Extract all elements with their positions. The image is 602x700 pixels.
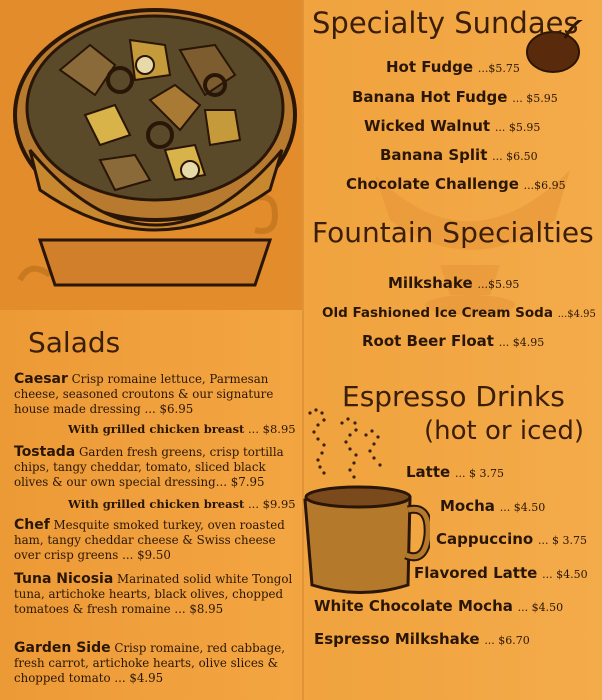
fountain-item — [388, 274, 519, 292]
item-name: Tostada — [14, 444, 76, 460]
item-price: ... $ 3.75 — [454, 467, 504, 480]
sundae-item — [352, 88, 558, 106]
item-name: Banana Hot Fudge — [352, 88, 508, 106]
item-price: ... $5.95 — [494, 121, 541, 134]
salad-addon — [68, 422, 296, 436]
espresso-item — [406, 463, 504, 481]
item-name: Espresso Milkshake — [314, 630, 480, 648]
item-price: ... $4.50 — [542, 568, 588, 581]
salad-item — [14, 641, 302, 687]
item-name: Hot Fudge — [386, 58, 474, 76]
item-description: Mesquite smoked turkey, oven roasted ham, tangy cheddar cheese & Swiss cheese over crisp greens ... $9.50 — [14, 518, 285, 563]
item-name: White Chocolate Mocha — [314, 597, 513, 615]
coffee-mug-illustration — [300, 405, 430, 600]
salad-item — [14, 518, 302, 564]
sundae-item — [386, 58, 520, 76]
addon-price: ... $8.95 — [248, 422, 296, 436]
item-name: Chocolate Challenge — [346, 175, 519, 193]
item-price: ... $4.50 — [517, 601, 564, 614]
sundae-item — [364, 117, 540, 135]
item-name: Caesar — [14, 371, 68, 387]
sundae-item — [346, 175, 566, 193]
salad-item — [14, 445, 302, 491]
addon-label: With grilled chicken breast — [68, 422, 245, 436]
salads-heading: Salads — [28, 326, 121, 359]
item-price: ... $4.95 — [498, 336, 545, 349]
item-price: ...$4.95 — [557, 309, 596, 320]
item-price: ... $6.70 — [484, 634, 530, 647]
item-name: Garden Side — [14, 640, 111, 656]
item-price: ... $4.50 — [499, 501, 546, 514]
item-name: Milkshake — [388, 274, 473, 292]
salad-item — [14, 572, 302, 618]
item-price: ...$5.95 — [477, 278, 520, 291]
espresso-item — [314, 630, 530, 648]
salad-addon — [68, 497, 296, 511]
espresso-item — [436, 530, 587, 548]
item-name: Latte — [406, 463, 451, 481]
fountain-item — [322, 303, 596, 321]
sundaes-heading: Specialty Sundaes — [312, 6, 579, 40]
item-price: ... $5.95 — [512, 92, 558, 105]
espresso-item — [440, 497, 545, 515]
item-description: Crisp romaine lettuce, Parmesan cheese, seasoned croutons & our signature house made dressing ... $6.95 — [14, 372, 274, 417]
item-name: Chef — [14, 517, 50, 533]
item-name: Banana Split — [380, 146, 488, 164]
salad-item — [14, 372, 302, 418]
item-name: Wicked Walnut — [364, 117, 491, 135]
item-name: Old Fashioned Ice Cream Soda — [322, 305, 553, 321]
item-price: ... $ 3.75 — [537, 534, 587, 547]
item-name: Root Beer Float — [362, 332, 494, 350]
item-name: Flavored Latte — [414, 564, 538, 582]
espresso-heading: Espresso Drinks — [342, 380, 565, 413]
item-description: Marinated solid white Tongol tuna, artichoke hearts, black olives, chopped tomatoes & fresh romaine ... $8.95 — [14, 572, 293, 617]
addon-price: ... $9.95 — [248, 497, 296, 511]
item-description: Garden fresh greens, crisp tortilla chips, tangy cheddar, tomato, sliced black olives & our own special dressing... $7.95 — [14, 445, 284, 490]
item-description: Crisp romaine, red cabbage, fresh carrot, artichoke hearts, olive slices & chopped tomato ... $4.95 — [14, 641, 285, 686]
item-price: ... $6.50 — [492, 150, 538, 163]
item-name: Mocha — [440, 497, 495, 515]
addon-label: With grilled chicken breast — [68, 497, 245, 511]
item-name: Tuna Nicosia — [14, 571, 114, 587]
fountain-item — [362, 332, 544, 350]
espresso-subtitle: (hot or iced) — [424, 416, 585, 446]
item-price: ...$6.95 — [523, 179, 566, 192]
fountain-heading: Fountain Specialties — [312, 216, 594, 249]
sundae-item — [380, 146, 538, 164]
salad-bowl-illustration — [0, 0, 302, 310]
item-name: Cappuccino — [436, 530, 534, 548]
espresso-item — [314, 597, 563, 615]
espresso-item — [414, 564, 588, 582]
item-price: ...$5.75 — [477, 62, 520, 75]
